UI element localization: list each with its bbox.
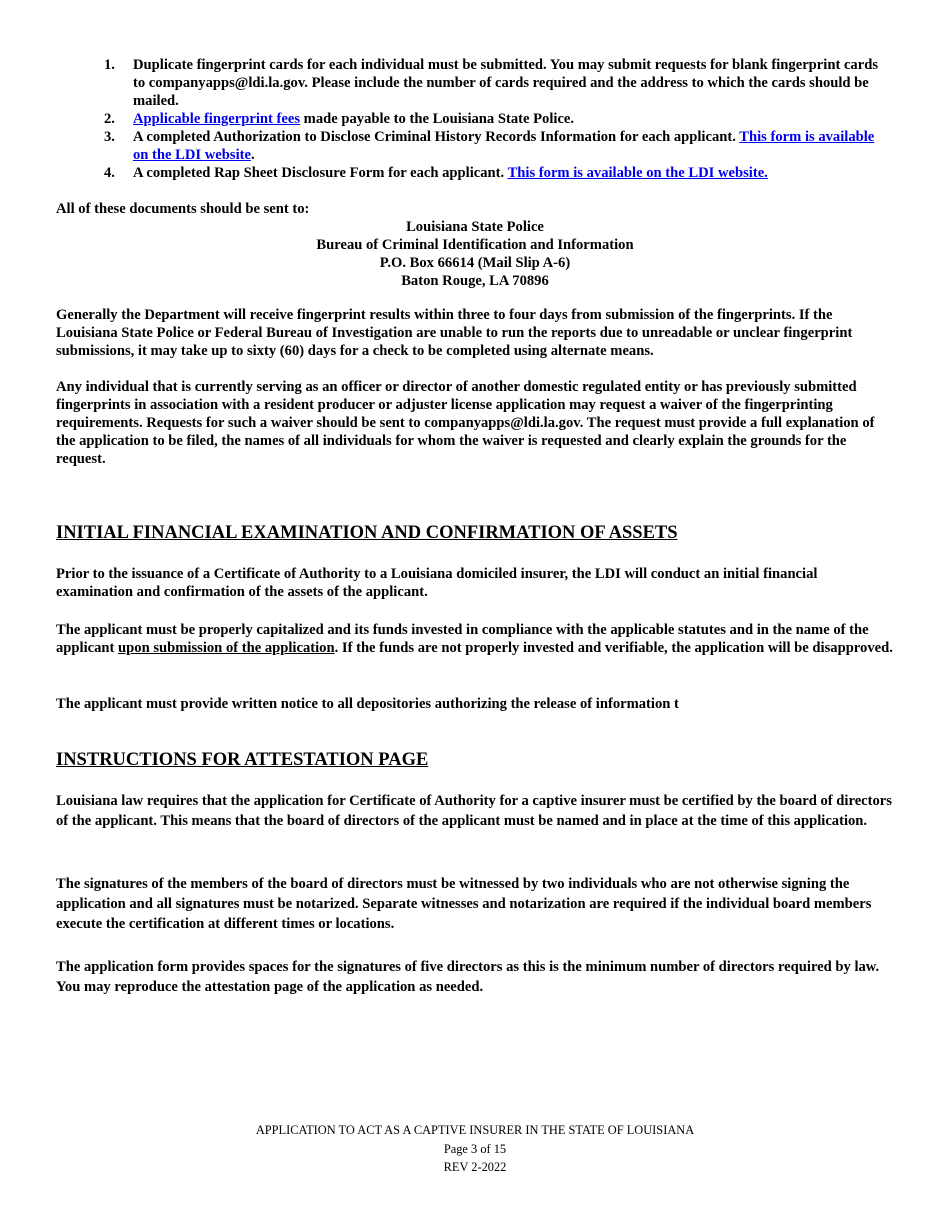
footer-title: APPLICATION TO ACT AS A CAPTIVE INSURER IN THE STATE OF LOUISIANA [255,1123,695,1137]
financial-exam-paragraph-1: Prior to the issuance of a Certificate of Authority to a Louisiana domiciled insurer, the LDI will conduct an initial financial examination and confirmation of the assets of the applicant. [56,566,818,600]
requirement-text-end: . [250,147,255,163]
financial-exam-paragraph-3: The applicant must provide written notice to all depositories authorizing the release of information t [56,696,679,712]
underlined-phrase: upon submission of the application [118,640,335,656]
fingerprint-fees-link[interactable]: Applicable fingerprint fees [133,111,301,127]
requirement-item-1 [104,56,893,110]
mailing-address [0,218,950,290]
list-number: 4. [104,165,115,181]
attestation-paragraph-2: The signatures of the members of the board of directors must be witnessed by two individuals who are not otherwise signing the application and all signatures must be notarized. Separate witnesses and notarization are required if the individual board members execute the certification at different times or locations. [56,876,872,932]
fingerprint-results-paragraph: Generally the Department will receive fingerprint results within three to four days from submission of the fingerprints. If the Louisiana State Police or Federal Bureau of Investigation are unable to run the reports due to unreadable or unclear fingerprint submissions, it may take up to sixty (60) days for a check to be completed using alternate means. [56,307,853,359]
address-line-4: Baton Rouge, LA 70896 [401,273,549,289]
requirement-item-2 [104,110,893,128]
waiver-paragraph: Any individual that is currently serving as an officer or director of another domestic regulated entity or has previously submitted fingerprints in association with a resident producer or adjuster license application may request a waiver of the fingerprinting requirements. Requests for such a waiver should be sent to companyapps@ldi.la.gov. The request must provide a full explanation of the application to be filed, the names of all individuals for whom the waiver is requested and clearly explain the grounds for the request. [56,379,875,467]
address-line-3: P.O. Box 66614 (Mail Slip A-6) [379,255,571,271]
list-number: 3. [104,129,115,145]
address-line-2: Bureau of Criminal Identification and Information [316,237,634,253]
capitalization-text: The applicant must be properly capitalized and its funds invested in compliance with the applicable statutes and in the name of the applicant [56,622,869,656]
authorization-form-link[interactable]: This form is available on the LDI website [133,129,875,163]
requirement-text: Duplicate fingerprint cards for each individual must be submitted. You may submit requests for blank fingerprint cards to companyapps@ldi.la.gov. Please include the number of cards required and the address to which the cards should be mailed. [133,57,878,109]
page-footer [0,1121,950,1177]
requirement-text: made payable to the Louisiana State Police. [300,111,575,127]
sent-to-label: All of these documents should be sent to: [56,201,310,217]
attestation-heading: INSTRUCTIONS FOR ATTESTATION PAGE [56,750,429,770]
requirement-text: A completed Authorization to Disclose Criminal History Records Information for each applicant. [133,129,740,145]
footer-page-number: Page 3 of 15 [443,1141,507,1156]
financial-exam-heading: INITIAL FINANCIAL EXAMINATION AND CONFIRMATION OF ASSETS [56,523,678,543]
requirement-text: A completed Rap Sheet Disclosure Form for each applicant. [133,165,508,181]
attestation-paragraph-1: Louisiana law requires that the application for Certificate of Authority for a captive insurer must be certified by the board of directors of the applicant. This means that the board of directors of the applicant must be named and in place at the time of this application. [56,793,892,829]
list-number: 1. [104,57,115,73]
address-line-1: Louisiana State Police [406,219,544,235]
rap-sheet-form-link[interactable]: This form is available on the LDI website. [507,165,768,181]
attestation-paragraph-3: The application form provides spaces for the signatures of five directors as this is the minimum number of directors required by law. You may reproduce the attestation page of the application as needed. [56,959,880,995]
requirements-list [104,56,893,182]
footer-revision: REV 2-2022 [443,1160,507,1174]
list-number: 2. [104,111,115,127]
financial-exam-paragraph-2 [56,621,894,657]
requirement-item-3 [104,128,893,164]
requirement-item-4 [104,164,893,182]
capitalization-text-end: . If the funds are not properly invested and verifiable, the application will be disapproved. [334,640,893,656]
